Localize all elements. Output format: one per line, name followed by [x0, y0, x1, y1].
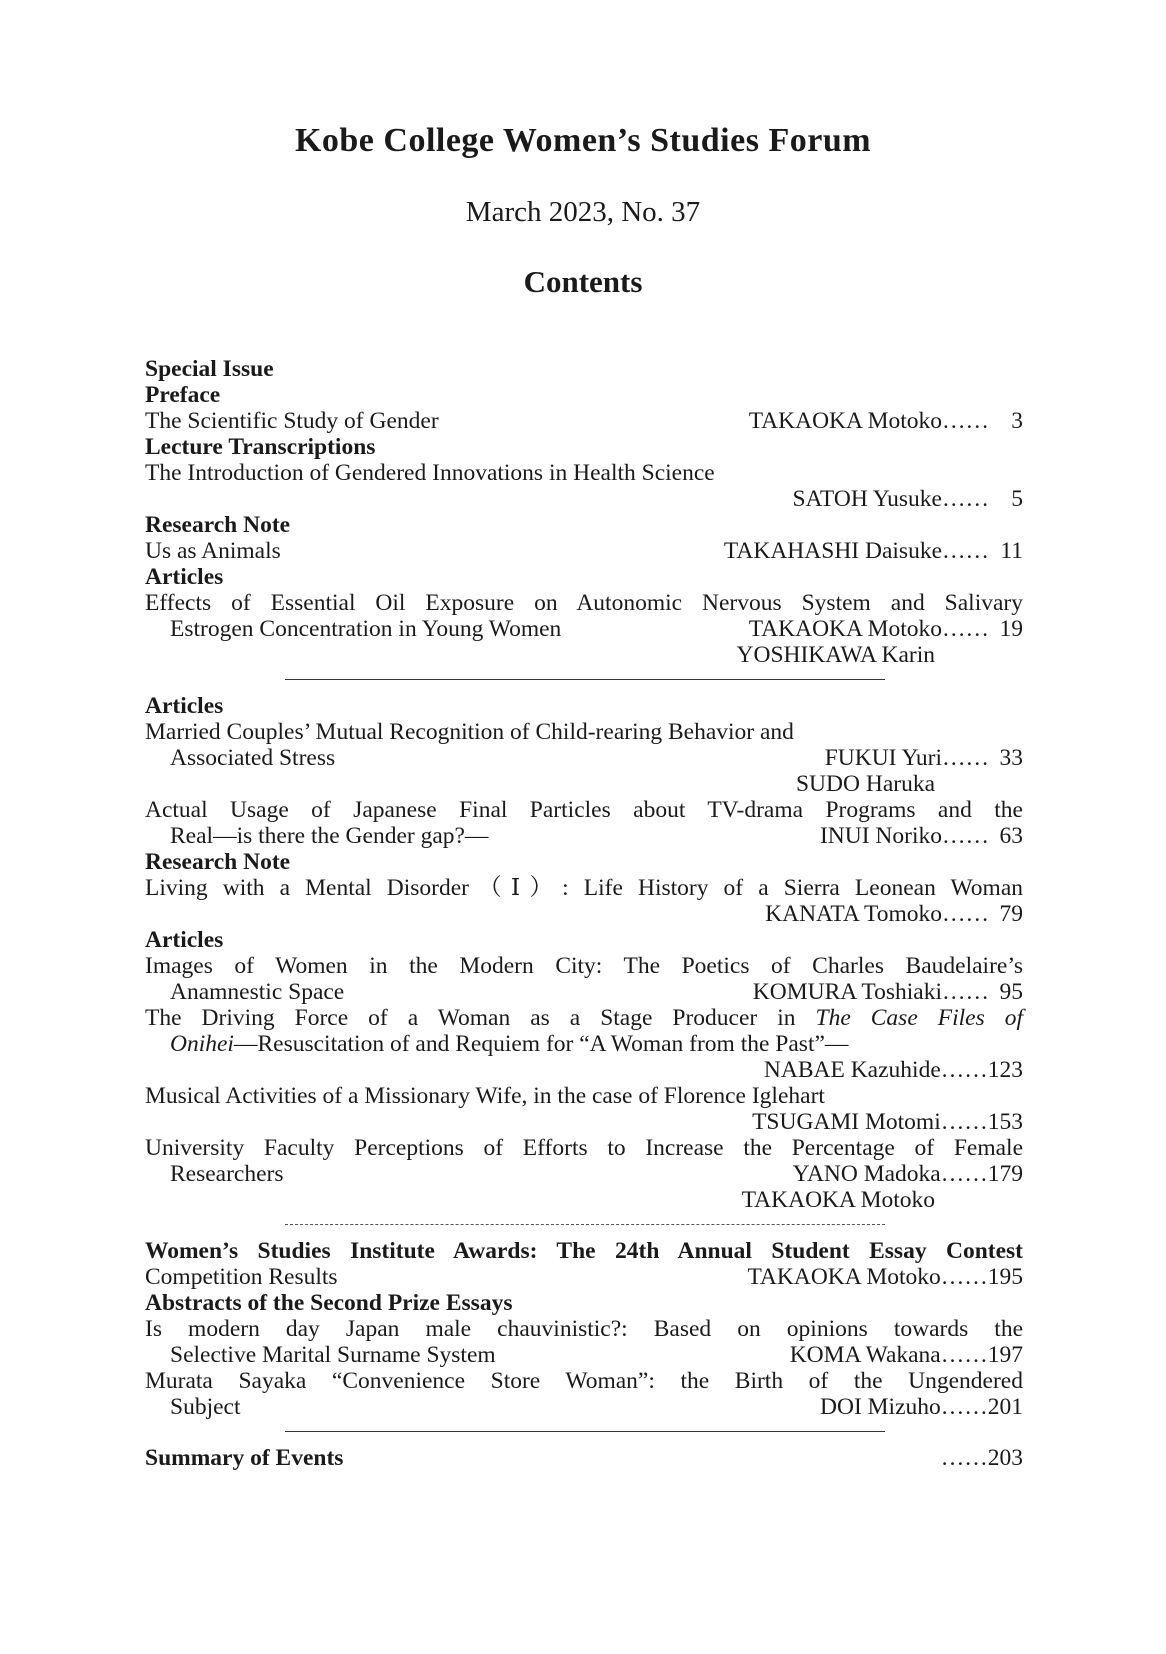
- page-number: 179: [987, 1161, 1023, 1187]
- toc-entry-author-line: [145, 1057, 1023, 1083]
- section-heading: Summary of Events: [145, 1445, 344, 1471]
- entry-author: KANATA Tomoko…… 79: [765, 901, 1023, 927]
- toc-entry: [145, 408, 1023, 434]
- page-number: 5: [1011, 486, 1023, 512]
- page-number: 123: [987, 1057, 1023, 1083]
- entry-title-line: The Driving Force of a Woman as a Stage Producer in The Case Files of: [145, 1005, 1023, 1031]
- toc-entry: [145, 979, 1023, 1005]
- entry-title-line: Effects of Essential Oil Exposure on Autonomic Nervous System and Salivary: [145, 590, 1023, 616]
- entry-author: TSUGAMI Motomi……153: [752, 1109, 1023, 1135]
- page-number: 79: [999, 901, 1023, 927]
- entry-title: Subject: [170, 1394, 241, 1420]
- toc-entry: [145, 745, 1023, 771]
- entry-author: SATOH Yusuke…… 5: [792, 486, 1023, 512]
- entry-title: The Introduction of Gendered Innovations in Health Science: [145, 460, 715, 486]
- section-heading: Abstracts of the Second Prize Essays: [145, 1290, 513, 1316]
- toc-coauthor-line: [145, 642, 1023, 668]
- entry-author: KOMA Wakana……197: [789, 1342, 1023, 1368]
- entry-title-line: Onihei—Resuscitation of and Requiem for “A Woman from the Past”—: [170, 1031, 849, 1057]
- entry-author: INUI Noriko…… 63: [819, 823, 1023, 849]
- section-heading: Preface: [145, 382, 221, 408]
- page-number: 195: [987, 1264, 1023, 1290]
- entry-author: DOI Mizuho……201: [820, 1394, 1023, 1420]
- contents-heading: Contents: [523, 264, 643, 299]
- toc-entry: [145, 1161, 1023, 1187]
- page-number: 3: [1011, 408, 1023, 434]
- section-heading: Lecture Transcriptions: [145, 434, 376, 460]
- page-number: 95: [999, 979, 1023, 1005]
- entry-title: Selective Marital Surname System: [170, 1342, 496, 1368]
- entry-author: TAKAOKA Motoko……195: [747, 1264, 1023, 1290]
- entry-author: TAKAOKA Motoko…… 3: [748, 408, 1023, 434]
- toc-entry: [145, 823, 1023, 849]
- toc-entry: [145, 460, 1023, 486]
- page-number: 11: [1000, 538, 1023, 564]
- section-heading: Articles: [145, 693, 224, 719]
- entry-title-line: Actual Usage of Japanese Final Particles about TV-drama Programs and the: [145, 797, 1023, 823]
- entry-author: TAKAOKA Motoko…… 19: [748, 616, 1023, 642]
- entry-title: Competition Results: [145, 1264, 338, 1290]
- entry-title-line: Married Couples’ Mutual Recognition of Child-rearing Behavior and: [145, 719, 794, 745]
- toc-entry-author-line: [145, 1109, 1023, 1135]
- page-number: 197: [987, 1342, 1023, 1368]
- page-number: 19: [999, 616, 1023, 642]
- entry-title: Anamnestic Space: [170, 979, 345, 1005]
- section-divider: [285, 679, 885, 680]
- entry-author: NABAE Kazuhide……123: [763, 1057, 1023, 1083]
- entry-title-line: Murata Sayaka “Convenience Store Woman”: the Birth of the Ungendered: [145, 1368, 1023, 1394]
- toc-entry: [145, 1445, 1023, 1471]
- entry-title: Us as Animals: [145, 538, 281, 564]
- toc-entry-author-line: [145, 901, 1023, 927]
- entry-title: Real—is there the Gender gap?—: [170, 823, 489, 849]
- page-number: 201: [987, 1394, 1023, 1420]
- entry-title-line: Musical Activities of a Missionary Wife, in the case of Florence Iglehart: [145, 1083, 825, 1109]
- entry-coauthor: TAKAOKA Motoko: [741, 1187, 935, 1213]
- page-number: 153: [987, 1109, 1023, 1135]
- toc-entry: [145, 616, 1023, 642]
- entry-title: Researchers: [170, 1161, 284, 1187]
- entry-author: TAKAHASHI Daisuke…… 11: [723, 538, 1023, 564]
- entry-author: YANO Madoka……179: [792, 1161, 1023, 1187]
- entry-coauthor: SUDO Haruka: [795, 771, 935, 797]
- issue-line: March 2023, No. 37: [465, 196, 701, 228]
- entry-author: FUKUI Yuri…… 33: [824, 745, 1023, 771]
- section-heading: Articles: [145, 927, 224, 953]
- toc-entry: [145, 1342, 1023, 1368]
- table-of-contents: [145, 356, 1023, 1471]
- toc-coauthor-line: [145, 771, 1023, 797]
- dashed-divider: [285, 1224, 885, 1225]
- entry-coauthor: YOSHIKAWA Karin: [736, 642, 935, 668]
- toc-coauthor-line: [145, 1187, 1023, 1213]
- page-number: 203: [987, 1445, 1023, 1471]
- section-heading: Women’s Studies Institute Awards: The 24th Annual Student Essay Contest: [145, 1238, 1023, 1264]
- toc-entry-author-line: [145, 486, 1023, 512]
- entry-title-line: Is modern day Japan male chauvinistic?: Based on opinions towards the: [145, 1316, 1023, 1342]
- entry-title: Estrogen Concentration in Young Women: [170, 616, 562, 642]
- entry-title-line: University Faculty Perceptions of Efforts to Increase the Percentage of Female: [145, 1135, 1023, 1161]
- entry-title-line: Images of Women in the Modern City: The Poetics of Charles Baudelaire’s: [145, 953, 1023, 979]
- entry-author: KOMURA Toshiaki…… 95: [752, 979, 1023, 1005]
- toc-entry: [145, 1394, 1023, 1420]
- section-heading: Special Issue: [145, 356, 274, 382]
- section-divider: [285, 1431, 885, 1432]
- entry-title: Associated Stress: [170, 745, 336, 771]
- entry-title: The Scientific Study of Gender: [145, 408, 439, 434]
- section-heading: Research Note: [145, 849, 291, 875]
- page-number: 33: [999, 745, 1023, 771]
- toc-entry: [145, 538, 1023, 564]
- journal-title: Kobe College Women’s Studies Forum: [294, 122, 872, 159]
- entry-page-ref: ……203: [940, 1445, 1023, 1471]
- page-number: 63: [999, 823, 1023, 849]
- entry-title-line: Living with a Mental Disorder（Ⅰ）: Life History of a Sierra Leonean Woman: [145, 875, 1023, 901]
- toc-entry: [145, 1264, 1023, 1290]
- section-heading: Articles: [145, 564, 224, 590]
- section-heading: Research Note: [145, 512, 291, 538]
